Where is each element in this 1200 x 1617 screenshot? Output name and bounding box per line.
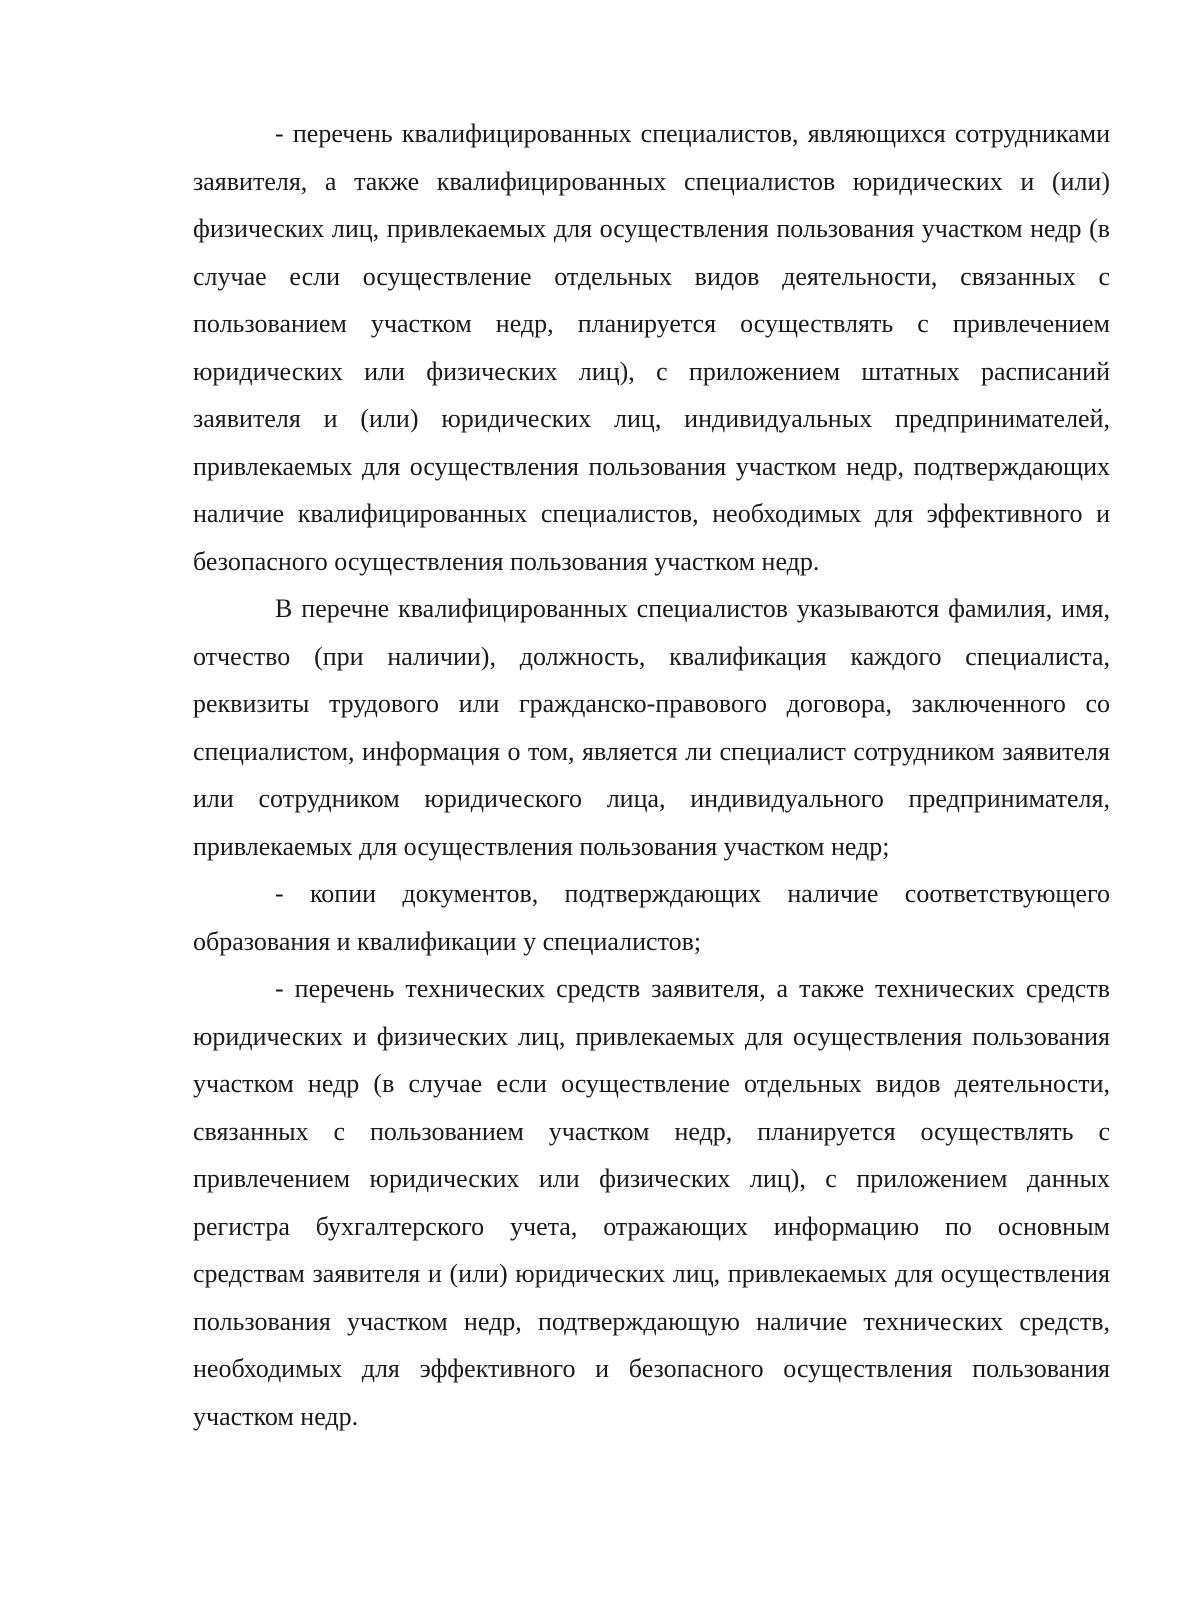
paragraph-specialists-list: - перечень квалифицированных специалистов, являющихся сотрудниками заявителя, а также квалифицированных специалистов юридических и (или) физических лиц, привлекаемых для осуществления пользования участком недр (в случае если осуществление отдельных видов деятельности, связанных с пользованием участком недр, планируется осуществлять с привлечением юридических или физических лиц), с приложением штатных расписаний заявителя и (или) юридических лиц, индивидуальных предпринимателей, привлекаемых для осуществления пользования участком недр, подтверждающих наличие квалифицированных специалистов, необходимых для эффективного и безопасного осуществления пользования участком недр. xyxy=(193,119,1110,576)
paragraph-specialists-details: В перечне квалифицированных специалистов указываются фамилия, имя, отчество (при наличии), должность, квалификация каждого специалиста, реквизиты трудового или гражданско-правового договора, заключенного со специалистом, информация о том, является ли специалист сотрудником заявителя или сотрудником юридического лица, индивидуального предпринимателя, привлекаемых для осуществления пользования участком недр; xyxy=(193,594,1110,861)
document-body xyxy=(193,110,1110,1440)
paragraph-technical-means: - перечень технических средств заявителя, а также технических средств юридических и физических лиц, привлекаемых для осуществления пользования участком недр (в случае если осуществление отдельных видов деятельности, связанных с пользованием участком недр, планируется осуществлять с привлечением юридических или физических лиц), с приложением данных регистра бухгалтерского учета, отражающих информацию по основным средствам заявителя и (или) юридических лиц, привлекаемых для осуществления пользования участком недр, подтверждающую наличие технических средств, необходимых для эффективного и безопасного осуществления пользования участком недр. xyxy=(193,974,1110,1431)
paragraph-education-copies: - копии документов, подтверждающих наличие соответствующего образования и квалификации у специалистов; xyxy=(193,879,1110,956)
